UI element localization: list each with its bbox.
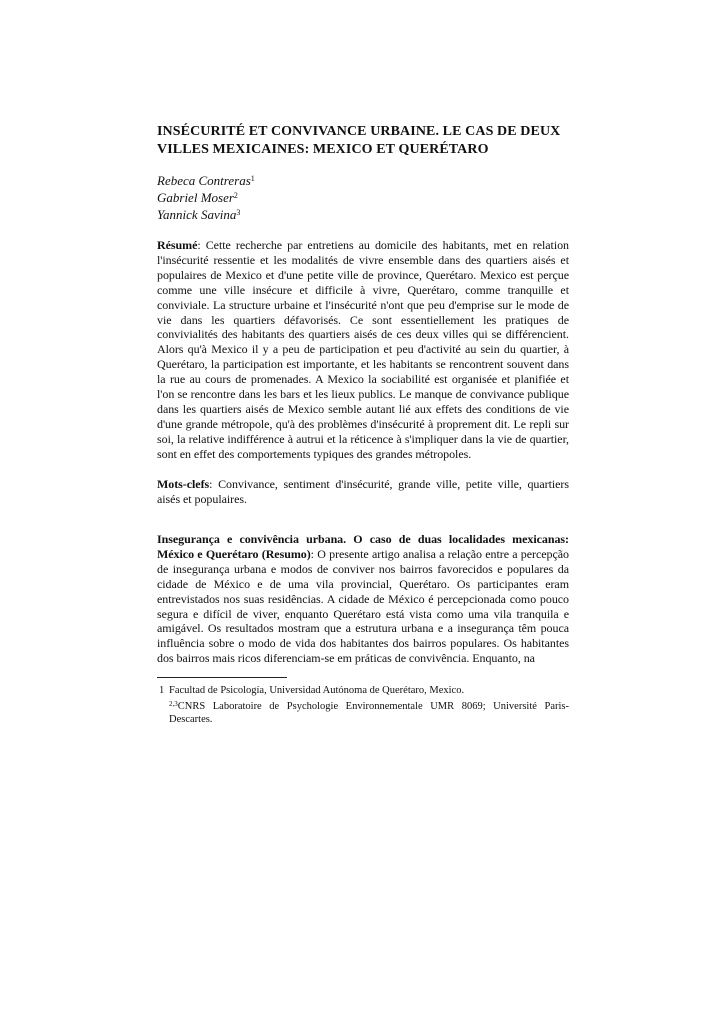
author-name: Gabriel Moser [157,190,234,205]
keywords-label: Mots-clefs [157,477,210,491]
footnote-text: Facultad de Psicología, Universidad Autónoma de Querétaro, Mexico. [169,685,465,696]
footnote [157,700,569,726]
author-affiliation-mark: 2 [233,191,238,200]
footnote-mark: 2,3 [169,700,178,708]
author-list [157,172,255,223]
footnote-text: CNRS Laboratoire de Psychologie Environnementale UMR 8069; Université Paris-Descartes. [169,701,569,725]
author [157,206,255,223]
author [157,189,255,206]
resumo-text: : O presente artigo analisa a relação entre a percepção de insegurança urbana e modos de conviver nos bairros favorecidos e populares da cidade de México e de uma vila provincial, Querétaro. Os participantes eram entrevistados nos suas residências. A cidade de México é percepcionada como pouco segura e difícil de viver, enquanto Querétaro está vista como uma vila tranquila e amigável. Os resultados mostram que a estrutura urbana e a insegurança têm pouca influência sobre o modo de vida dos habitantes dos bairros populares. Os habitantes dos bairros mais ricos diferenciam-se em práticas de convivência. Enquanto, na [157,546,569,666]
keywords [157,477,569,507]
author [157,172,255,189]
abstract-portuguese [157,532,569,666]
footnote-mark: 1 [159,685,165,696]
footnotes [157,684,569,726]
resumo-label: Insegurança e convivência urbana. O caso de duas localidades mexicanas: México e Querétaro (Resumo) [157,532,569,561]
footnote [157,684,569,697]
abstract-french [157,238,569,462]
author-name: Yannick Savina [157,207,237,222]
title-line-2: VILLES MEXICAINES: MEXICO ET QUERÉTARO [157,142,489,157]
author-name: Rebeca Contreras [157,173,251,188]
title-line-1: INSÉCURITÉ ET CONVIVANCE URBAINE. LE CAS DE DEUX [157,124,561,139]
paper-title [157,123,587,159]
author-affiliation-mark: 3 [236,208,241,217]
abstract-label: Résumé [157,238,198,252]
abstract-text: : Cette recherche par entretiens au domicile des habitants, met en relation l'insécurité ressentie et les modalités de vivre ensemble dans des quartiers aisés et populaires de Mexico et d'une petite ville de province, Querétaro. Mexico est perçue comme une ville insécure et difficile à vivre, Querétaro, comme tranquille et conviviale. La structure urbaine et l'insécurité n'ont que peu d'emprise sur le mode de vie dans les quartiers défavorisés. Ce sont essentiellement les pratiques de convivialités des habitants des quartiers aisés de ces deux villes qui se différencient. Alors qu'à Mexico il y a peu de participation et peu d'activité au sein du quartier, à Querétaro, la participation est importante, et les habitants se rencontrent souvent dans la rue au cours de promenades. A Mexico la sociabilité est organisée et planifiée et l'on se rencontre dans les bars et les lieux publics. Le manque de convivance publique dans les quartiers aisés de Mexico semble autant lié aux effets des conditions de vie d'une grande métropole, qu'à des problèmes d'insécurité à proprement dit. Le repli sur soi, la relative indifférence à autrui et la réticence à s'impliquer dans la vie de quartier, sont en effet des comportements typiques des grandes métropoles. [157,238,569,461]
author-affiliation-mark: 1 [250,174,255,183]
keywords-text: : Convivance, sentiment d'insécurité, grande ville, petite ville, quartiers aisés et populaires. [157,477,569,506]
footnote-divider [157,677,287,678]
